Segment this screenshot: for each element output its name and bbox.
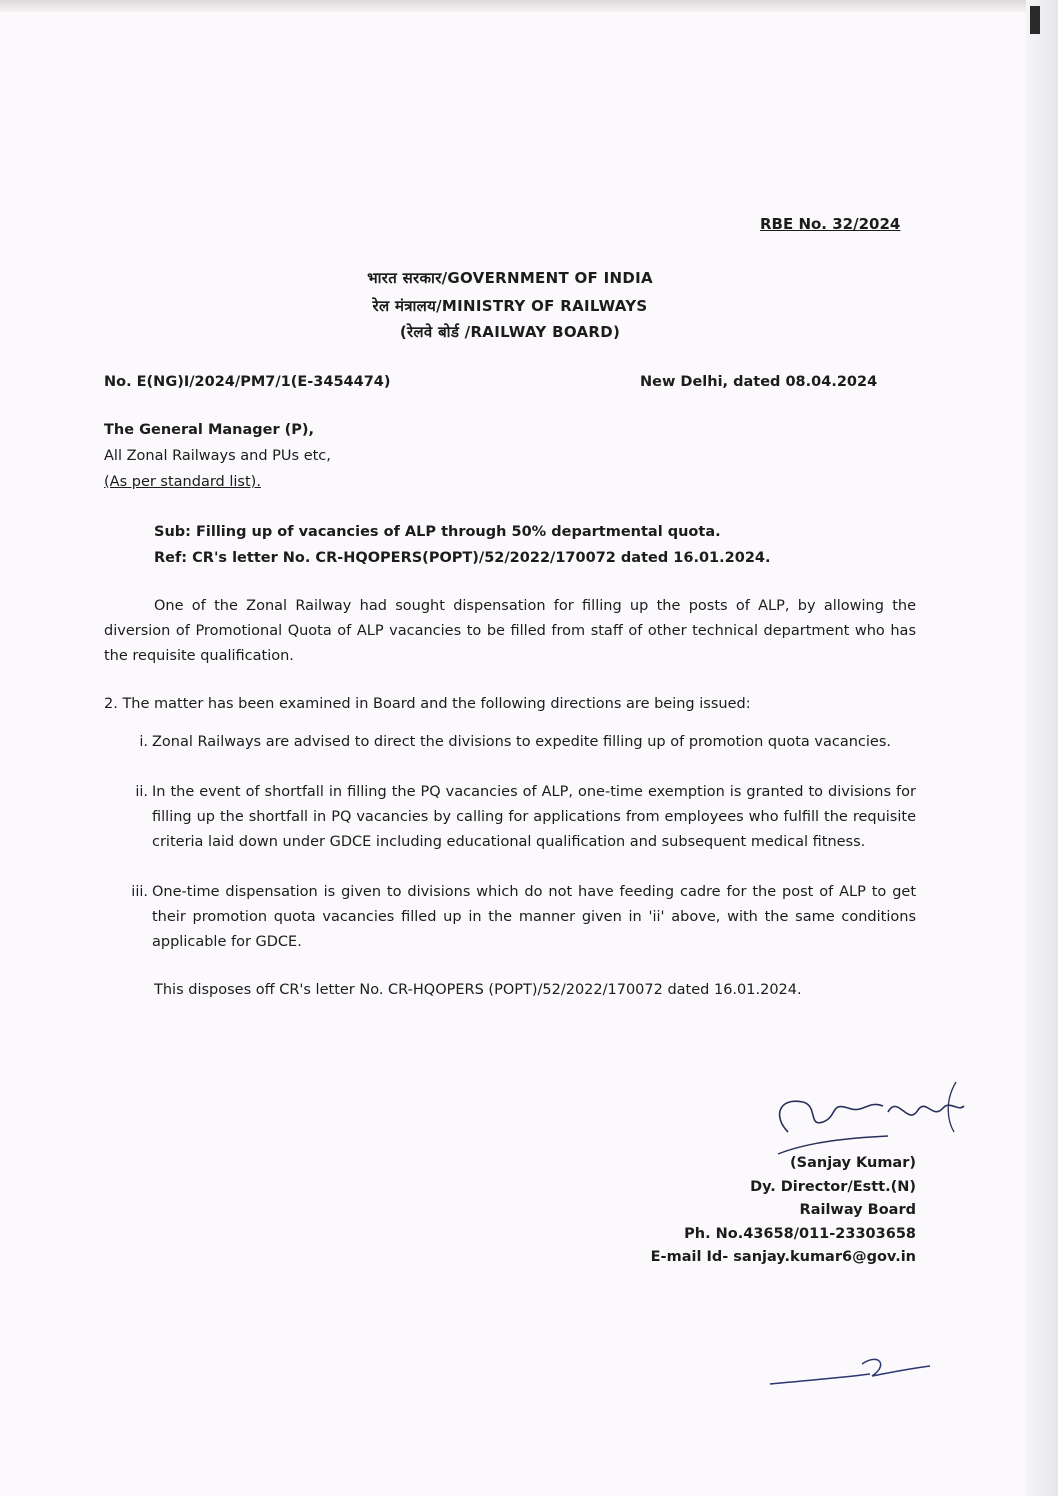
direction-text: One-time dispensation is given to divisions which do not have feeding cadre for the post of ALP to get their promotion quota vacancies filled up in the manner given in 'ii' above, with the same conditions applicable for GDCE. — [152, 884, 916, 950]
paragraph-directions: 2. The matter has been examined in Board and the following directions are being issued: — [104, 696, 751, 712]
scan-edge — [0, 0, 1058, 12]
scan-mark — [1030, 6, 1040, 34]
signatory-name: (Sanjay Kumar) — [790, 1155, 916, 1171]
scan-edge — [1026, 0, 1058, 1496]
direction-item — [135, 780, 916, 855]
paragraph-closing: This disposes off CR's letter No. CR-HQOPERS (POPT)/52/2022/170072 dated 16.01.2024. — [154, 982, 802, 998]
file-number: No. E(NG)I/2024/PM7/1(E-3454474) — [104, 374, 391, 390]
direction-number: i. — [139, 734, 148, 750]
signatory-designation: Dy. Director/Estt.(N) — [750, 1178, 916, 1195]
addressee-title: The General Manager (P), — [104, 422, 315, 438]
direction-item — [139, 730, 916, 755]
date-line: New Delhi, dated 08.04.2024 — [640, 374, 878, 390]
direction-item — [131, 880, 916, 955]
header-board: (रेलवे बोर्ड /RAILWAY BOARD) — [399, 323, 621, 341]
header-ministry: रेल मंत्रालय/MINISTRY OF RAILWAYS — [372, 297, 648, 315]
paragraph-intro: One of the Zonal Railway had sought dispensation for filling up the posts of ALP, by allowing the diversion of Promotional Quota of ALP vacancies to be filled from staff of other technical department who has the requisite qualification. — [104, 598, 916, 664]
direction-text: Zonal Railways are advised to direct the divisions to expedite filling up of promotion quota vacancies. — [152, 734, 891, 750]
direction-number: ii. — [135, 784, 148, 800]
header-government: भारत सरकार/GOVERNMENT OF INDIA — [367, 269, 653, 287]
addressee-line: All Zonal Railways and PUs etc, — [104, 448, 331, 464]
handwritten-page-mark — [760, 1340, 940, 1400]
direction-text: In the event of shortfall in filling the PQ vacancies of ALP, one-time exemption is granted to divisions for filling up the shortfall in PQ vacancies by calling for applications from employees who fulfill the requisite criteria laid down under GDCE including educational qualification and subsequent medical fitness. — [152, 784, 916, 850]
rbe-number: RBE No. 32/2024 — [760, 215, 901, 233]
signatory-office: Railway Board — [799, 1202, 916, 1218]
subject-line: Sub: Filling up of vacancies of ALP through 50% departmental quota. — [154, 524, 721, 540]
handwritten-signature — [768, 1072, 968, 1162]
addressee-list: (As per standard list). — [104, 474, 261, 490]
reference-line: Ref: CR's letter No. CR-HQOPERS(POPT)/52/2022/170072 dated 16.01.2024. — [154, 550, 771, 566]
signature-block — [651, 1152, 916, 1270]
direction-number: iii. — [131, 884, 148, 900]
signatory-phone: Ph. No.43658/011-23303658 — [684, 1225, 916, 1242]
signatory-email: E-mail Id- sanjay.kumar6@gov.in — [650, 1249, 916, 1265]
